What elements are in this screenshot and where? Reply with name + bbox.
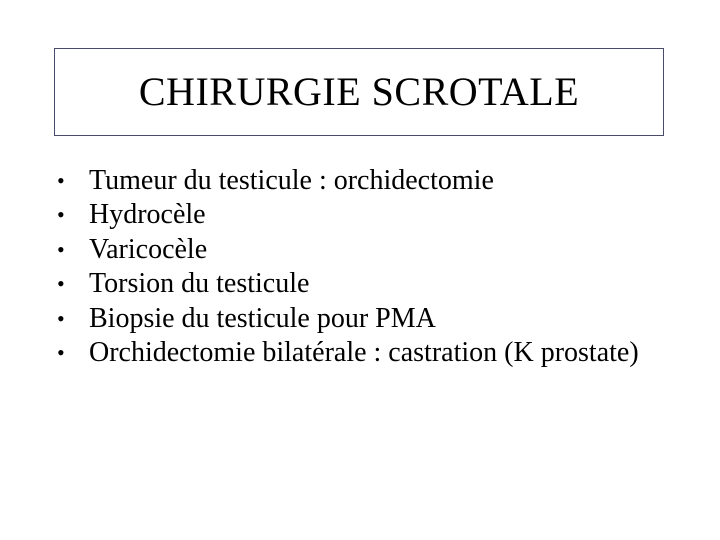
- list-item: [57, 302, 657, 336]
- list-item-text: Hydrocèle: [89, 199, 206, 231]
- list-item: [57, 267, 657, 301]
- bullet-icon: •: [57, 305, 65, 331]
- list-item: [57, 198, 657, 232]
- list-item: [57, 336, 657, 370]
- bullet-icon: •: [57, 236, 65, 262]
- list-item: [57, 233, 657, 267]
- list-item: [57, 164, 657, 198]
- list-item-text: Biopsie du testicule pour PMA: [89, 302, 436, 334]
- bullet-icon: •: [57, 271, 65, 297]
- bullet-icon: •: [57, 340, 65, 366]
- list-item-text: Tumeur du testicule : orchidectomie: [89, 165, 494, 196]
- list-item-text: Orchidectomie bilatérale : castration (K prostate): [89, 337, 639, 369]
- list-item-text: Torsion du testicule: [89, 268, 310, 300]
- bullet-icon: •: [57, 202, 65, 228]
- slide-title: CHIRURGIE SCROTALE: [138, 69, 580, 114]
- bullet-list: [57, 164, 657, 370]
- title-box: [54, 48, 664, 136]
- list-item-text: Varicocèle: [89, 233, 208, 265]
- bullet-icon: •: [57, 168, 65, 193]
